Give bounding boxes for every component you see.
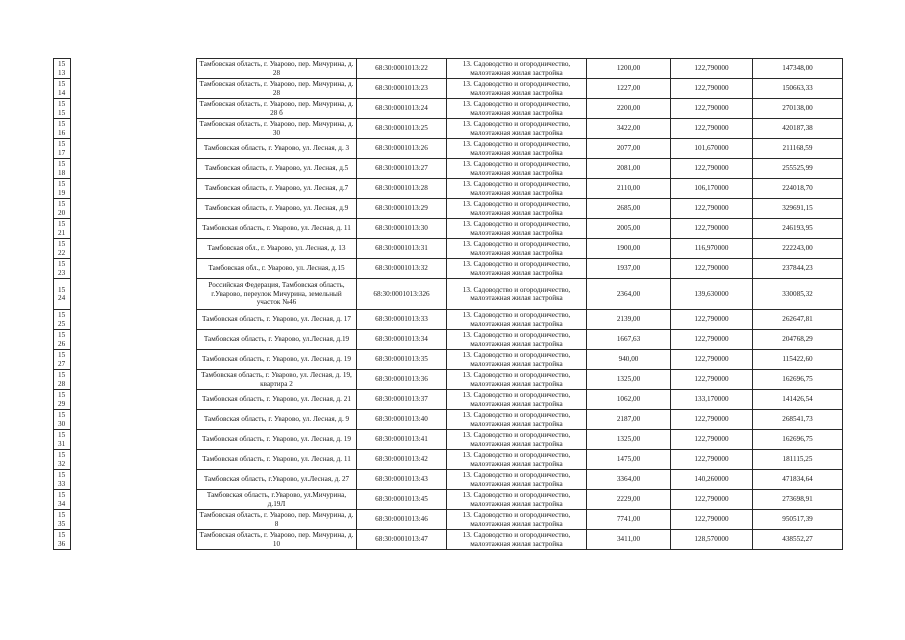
table-row [54, 430, 843, 450]
row-number: 1525 [54, 310, 71, 330]
document-page [53, 58, 842, 550]
area-cell: 1667,63 [587, 330, 671, 350]
cadastral-number-cell: 68:30:0001013:33 [357, 310, 447, 330]
row-number: 1528 [54, 370, 71, 390]
land-use-cell: 13. Садоводство и огородничество, малоэтажная жилая застройка [447, 370, 587, 390]
specific-value-cell: 122,790000 [671, 510, 753, 530]
table-row [54, 390, 843, 410]
cadastral-value-cell: 162696,75 [753, 370, 843, 390]
table-row [54, 490, 843, 510]
row-number: 1516 [54, 119, 71, 139]
cadastral-value-cell: 222243,00 [753, 239, 843, 259]
row-number: 1521 [54, 219, 71, 239]
area-cell: 1227,00 [587, 79, 671, 99]
table-row [54, 450, 843, 470]
address-cell: Тамбовская область, г. Уварово, пер. Мичурина, д. 28 [197, 79, 357, 99]
empty-cell [71, 279, 197, 310]
area-cell: 2139,00 [587, 310, 671, 330]
land-use-cell: 13. Садоводство и огородничество, малоэтажная жилая застройка [447, 410, 587, 430]
row-number: 1514 [54, 79, 71, 99]
land-use-cell: 13. Садоводство и огородничество, малоэтажная жилая застройка [447, 219, 587, 239]
land-use-cell: 13. Садоводство и огородничество, малоэтажная жилая застройка [447, 159, 587, 179]
specific-value-cell: 128,570000 [671, 530, 753, 550]
area-cell: 1937,00 [587, 259, 671, 279]
cadastral-value-cell: 115422,60 [753, 350, 843, 370]
area-cell: 3411,00 [587, 530, 671, 550]
table-row [54, 59, 843, 79]
address-cell: Тамбовская обл., г. Уварово, ул. Лесная, д. 13 [197, 239, 357, 259]
cadastral-value-cell: 246193,95 [753, 219, 843, 239]
specific-value-cell: 122,790000 [671, 59, 753, 79]
land-use-cell: 13. Садоводство и огородничество, малоэтажная жилая застройка [447, 330, 587, 350]
specific-value-cell: 116,970000 [671, 239, 753, 259]
row-number: 1531 [54, 430, 71, 450]
area-cell: 1325,00 [587, 430, 671, 450]
address-cell: Тамбовская область, г. Уварово, ул. Лесная, д. 3 [197, 139, 357, 159]
cadastral-number-cell: 68:30:0001013:326 [357, 279, 447, 310]
area-cell: 940,00 [587, 350, 671, 370]
row-number: 1517 [54, 139, 71, 159]
cadastral-value-cell: 330085,32 [753, 279, 843, 310]
address-cell: Тамбовская область, г. Уварово, ул. Лесная, д.5 [197, 159, 357, 179]
area-cell: 2077,00 [587, 139, 671, 159]
row-number: 1535 [54, 510, 71, 530]
land-use-cell: 13. Садоводство и огородничество, малоэтажная жилая застройка [447, 430, 587, 450]
specific-value-cell: 101,670000 [671, 139, 753, 159]
row-number: 1518 [54, 159, 71, 179]
table-row [54, 99, 843, 119]
empty-cell [71, 219, 197, 239]
cadastral-number-cell: 68:30:0001013:41 [357, 430, 447, 450]
area-cell: 1062,00 [587, 390, 671, 410]
area-cell: 2685,00 [587, 199, 671, 219]
cadastral-number-cell: 68:30:0001013:31 [357, 239, 447, 259]
cadastral-value-cell: 150663,33 [753, 79, 843, 99]
table-row [54, 199, 843, 219]
cadastral-number-cell: 68:30:0001013:27 [357, 159, 447, 179]
area-cell: 3364,00 [587, 470, 671, 490]
empty-cell [71, 159, 197, 179]
cadastral-number-cell: 68:30:0001013:28 [357, 179, 447, 199]
area-cell: 1200,00 [587, 59, 671, 79]
table-row [54, 410, 843, 430]
area-cell: 1900,00 [587, 239, 671, 259]
row-number: 1534 [54, 490, 71, 510]
table-row [54, 279, 843, 310]
cadastral-value-cell: 255525,99 [753, 159, 843, 179]
land-use-cell: 13. Садоводство и огородничество, малоэтажная жилая застройка [447, 310, 587, 330]
cadastral-value-cell: 141426,54 [753, 390, 843, 410]
empty-cell [71, 139, 197, 159]
specific-value-cell: 122,790000 [671, 490, 753, 510]
land-use-cell: 13. Садоводство и огородничество, малоэтажная жилая застройка [447, 259, 587, 279]
cadastral-number-cell: 68:30:0001013:26 [357, 139, 447, 159]
land-use-cell: 13. Садоводство и огородничество, малоэтажная жилая застройка [447, 470, 587, 490]
specific-value-cell: 122,790000 [671, 159, 753, 179]
address-cell: Тамбовская область, г. Уварово, ул. Лесная, д. 17 [197, 310, 357, 330]
area-cell: 7741,00 [587, 510, 671, 530]
empty-cell [71, 530, 197, 550]
cadastral-number-cell: 68:30:0001013:37 [357, 390, 447, 410]
cadastral-number-cell: 68:30:0001013:24 [357, 99, 447, 119]
area-cell: 1325,00 [587, 370, 671, 390]
empty-cell [71, 199, 197, 219]
empty-cell [71, 350, 197, 370]
row-number: 1524 [54, 279, 71, 310]
empty-cell [71, 390, 197, 410]
table-row [54, 179, 843, 199]
specific-value-cell: 122,790000 [671, 79, 753, 99]
empty-cell [71, 239, 197, 259]
specific-value-cell: 122,790000 [671, 199, 753, 219]
empty-cell [71, 179, 197, 199]
table-row [54, 530, 843, 550]
table-row [54, 119, 843, 139]
empty-cell [71, 119, 197, 139]
land-use-cell: 13. Садоводство и огородничество, малоэтажная жилая застройка [447, 59, 587, 79]
address-cell: Тамбовская область, г.Уварово, ул.Лесная, д. 27 [197, 470, 357, 490]
row-number: 1519 [54, 179, 71, 199]
land-use-cell: 13. Садоводство и огородничество, малоэтажная жилая застройка [447, 199, 587, 219]
cadastral-value-cell: 224018,70 [753, 179, 843, 199]
table-row [54, 79, 843, 99]
address-cell: Тамбовская область, г. Уварово, ул. Лесная, д.7 [197, 179, 357, 199]
area-cell: 1475,00 [587, 450, 671, 470]
specific-value-cell: 139,630000 [671, 279, 753, 310]
land-use-cell: 13. Садоводство и огородничество, малоэтажная жилая застройка [447, 139, 587, 159]
cadastral-number-cell: 68:30:0001013:34 [357, 330, 447, 350]
empty-cell [71, 410, 197, 430]
cadastral-number-cell: 68:30:0001013:40 [357, 410, 447, 430]
empty-cell [71, 510, 197, 530]
address-cell: Тамбовская область, г. Уварово, пер. Мичурина, д. 28 [197, 59, 357, 79]
address-cell: Тамбовская область, г. Уварово, пер. Мичурина, д. 28 б [197, 99, 357, 119]
row-number: 1536 [54, 530, 71, 550]
address-cell: Тамбовская область, г. Уварово, ул. Лесная, д. 19, квартира 2 [197, 370, 357, 390]
row-number: 1520 [54, 199, 71, 219]
land-use-cell: 13. Садоводство и огородничество, малоэтажная жилая застройка [447, 79, 587, 99]
empty-cell [71, 330, 197, 350]
cadastral-number-cell: 68:30:0001013:30 [357, 219, 447, 239]
cadastral-value-cell: 204768,29 [753, 330, 843, 350]
row-number: 1532 [54, 450, 71, 470]
specific-value-cell: 122,790000 [671, 450, 753, 470]
specific-value-cell: 122,790000 [671, 310, 753, 330]
row-number: 1522 [54, 239, 71, 259]
empty-cell [71, 259, 197, 279]
empty-cell [71, 79, 197, 99]
area-cell: 2110,00 [587, 179, 671, 199]
cadastral-number-cell: 68:30:0001013:32 [357, 259, 447, 279]
land-use-cell: 13. Садоводство и огородничество, малоэтажная жилая застройка [447, 530, 587, 550]
table-row [54, 470, 843, 490]
table-row [54, 310, 843, 330]
address-cell: Тамбовская область, г. Уварово, ул. Лесная, д.9 [197, 199, 357, 219]
table-row [54, 350, 843, 370]
specific-value-cell: 122,790000 [671, 259, 753, 279]
address-cell: Тамбовская область, г. Уварово, ул. Лесная, д. 11 [197, 219, 357, 239]
specific-value-cell: 122,790000 [671, 99, 753, 119]
table-row [54, 370, 843, 390]
empty-cell [71, 470, 197, 490]
cadastral-value-cell: 950517,39 [753, 510, 843, 530]
cadastral-number-cell: 68:30:0001013:43 [357, 470, 447, 490]
area-cell: 2005,00 [587, 219, 671, 239]
cadastral-value-cell: 262647,81 [753, 310, 843, 330]
land-use-cell: 13. Садоводство и огородничество, малоэтажная жилая застройка [447, 179, 587, 199]
address-cell: Тамбовская область, г. Уварово, пер. Мичурина, д. 8 [197, 510, 357, 530]
cadastral-value-cell: 438552,27 [753, 530, 843, 550]
row-number: 1513 [54, 59, 71, 79]
address-cell: Тамбовская область, г. Уварово, ул. Лесная, д. 9 [197, 410, 357, 430]
land-use-cell: 13. Садоводство и огородничество, малоэтажная жилая застройка [447, 119, 587, 139]
address-cell: Тамбовская область, г. Уварово, ул. Лесная, д. 19 [197, 350, 357, 370]
cadastral-number-cell: 68:30:0001013:46 [357, 510, 447, 530]
empty-cell [71, 370, 197, 390]
row-number: 1515 [54, 99, 71, 119]
address-cell: Тамбовская область, г. Уварово, ул. Лесная, д. 21 [197, 390, 357, 410]
specific-value-cell: 133,170000 [671, 390, 753, 410]
row-number: 1523 [54, 259, 71, 279]
specific-value-cell: 122,790000 [671, 330, 753, 350]
cadastral-value-cell: 270138,00 [753, 99, 843, 119]
cadastral-value-table [53, 58, 843, 550]
row-number: 1533 [54, 470, 71, 490]
cadastral-value-cell: 211168,59 [753, 139, 843, 159]
land-use-cell: 13. Садоводство и огородничество, малоэтажная жилая застройка [447, 350, 587, 370]
address-cell: Тамбовская область, г. Уварово, пер. Мичурина, д. 30 [197, 119, 357, 139]
cadastral-value-cell: 273698,91 [753, 490, 843, 510]
empty-cell [71, 450, 197, 470]
cadastral-number-cell: 68:30:0001013:35 [357, 350, 447, 370]
land-use-cell: 13. Садоводство и огородничество, малоэтажная жилая застройка [447, 510, 587, 530]
empty-cell [71, 59, 197, 79]
cadastral-number-cell: 68:30:0001013:42 [357, 450, 447, 470]
row-number: 1529 [54, 390, 71, 410]
cadastral-number-cell: 68:30:0001013:23 [357, 79, 447, 99]
address-cell: Тамбовская область, г. Уварово, ул. Лесная, д. 19 [197, 430, 357, 450]
row-number: 1530 [54, 410, 71, 430]
cadastral-value-cell: 471834,64 [753, 470, 843, 490]
empty-cell [71, 310, 197, 330]
cadastral-value-cell: 162696,75 [753, 430, 843, 450]
table-row [54, 159, 843, 179]
area-cell: 2229,00 [587, 490, 671, 510]
cadastral-number-cell: 68:30:0001013:22 [357, 59, 447, 79]
address-cell: Тамбовская обл., г. Уварово, ул. Лесная, д.15 [197, 259, 357, 279]
cadastral-value-cell: 237844,23 [753, 259, 843, 279]
table-row [54, 330, 843, 350]
land-use-cell: 13. Садоводство и огородничество, малоэтажная жилая застройка [447, 239, 587, 259]
land-use-cell: 13. Садоводство и огородничество, малоэтажная жилая застройка [447, 279, 587, 310]
cadastral-value-cell: 420187,38 [753, 119, 843, 139]
specific-value-cell: 122,790000 [671, 430, 753, 450]
cadastral-value-cell: 181115,25 [753, 450, 843, 470]
table-row [54, 219, 843, 239]
address-cell: Тамбовская область, г. Уварово, пер. Мичурина, д. 10 [197, 530, 357, 550]
address-cell: Российская Федерация, Тамбовская область, г.Уварово, переулок Мичурина, земельный участок №46 [197, 279, 357, 310]
specific-value-cell: 122,790000 [671, 370, 753, 390]
cadastral-value-cell: 268541,73 [753, 410, 843, 430]
specific-value-cell: 140,260000 [671, 470, 753, 490]
table-row [54, 139, 843, 159]
table-row [54, 259, 843, 279]
area-cell: 2200,00 [587, 99, 671, 119]
cadastral-value-cell: 329691,15 [753, 199, 843, 219]
row-number: 1526 [54, 330, 71, 350]
cadastral-number-cell: 68:30:0001013:29 [357, 199, 447, 219]
land-use-cell: 13. Садоводство и огородничество, малоэтажная жилая застройка [447, 390, 587, 410]
area-cell: 2187,00 [587, 410, 671, 430]
specific-value-cell: 122,790000 [671, 410, 753, 430]
area-cell: 3422,00 [587, 119, 671, 139]
cadastral-number-cell: 68:30:0001013:45 [357, 490, 447, 510]
specific-value-cell: 122,790000 [671, 219, 753, 239]
cadastral-number-cell: 68:30:0001013:36 [357, 370, 447, 390]
cadastral-number-cell: 68:30:0001013:47 [357, 530, 447, 550]
empty-cell [71, 430, 197, 450]
address-cell: Тамбовская область, г. Уварово, ул.Лесная, д.19 [197, 330, 357, 350]
empty-cell [71, 99, 197, 119]
table-row [54, 510, 843, 530]
specific-value-cell: 122,790000 [671, 119, 753, 139]
area-cell: 2081,00 [587, 159, 671, 179]
address-cell: Тамбовская область, г.Уварово, ул.Мичурина, д.19Л [197, 490, 357, 510]
cadastral-number-cell: 68:30:0001013:25 [357, 119, 447, 139]
cadastral-value-cell: 147348,00 [753, 59, 843, 79]
table-body [54, 59, 843, 550]
area-cell: 2364,00 [587, 279, 671, 310]
address-cell: Тамбовская область, г. Уварово, ул. Лесная, д. 11 [197, 450, 357, 470]
empty-cell [71, 490, 197, 510]
land-use-cell: 13. Садоводство и огородничество, малоэтажная жилая застройка [447, 490, 587, 510]
land-use-cell: 13. Садоводство и огородничество, малоэтажная жилая застройка [447, 99, 587, 119]
specific-value-cell: 106,170000 [671, 179, 753, 199]
specific-value-cell: 122,790000 [671, 350, 753, 370]
row-number: 1527 [54, 350, 71, 370]
table-row [54, 239, 843, 259]
land-use-cell: 13. Садоводство и огородничество, малоэтажная жилая застройка [447, 450, 587, 470]
